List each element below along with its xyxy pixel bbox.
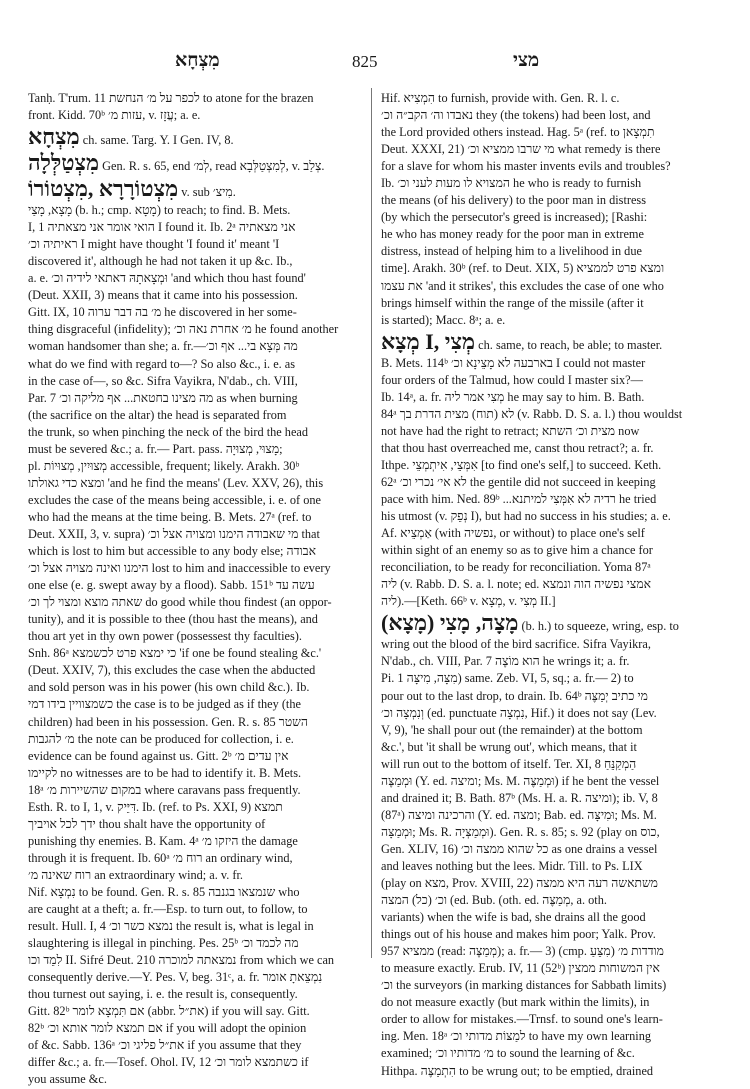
- text-line: thou art yet in thy own power (possessest thy faculties).: [28, 629, 302, 644]
- headword: מִצְטַלְּלָה: [28, 150, 100, 176]
- text-line: Tanḥ. T'rum. 11 לכפר על מ׳ הנחשת to atone for the brazen: [28, 91, 314, 105]
- text-line: within sight of an enemy so as to give him a chance for: [381, 543, 653, 558]
- text-line: through it is frequent. Ib. 60ᵃ רוח מ׳ an ordinary wind,: [28, 850, 293, 865]
- text-line: what do we find with regard to—? So also &c., i. e. as: [28, 356, 296, 371]
- text-line: מָצָא, מָצַי (b. h.; cmp. מָטָא) to reach; to find. B. Mets.: [28, 203, 291, 218]
- text-line: הימנו ואינה מצויה אצל וכ׳ lost to him and inaccessible to every: [28, 561, 331, 576]
- nif-section: [28, 884, 358, 1089]
- text-line: (Deut. XXIV, 7), this excludes the case when the abducted: [28, 663, 316, 678]
- entry-matsah: [381, 636, 713, 670]
- text-line: Par. 7 מה מצינו בחטאת... אף מליקה וכ׳ as when burning: [28, 390, 298, 405]
- text-line: Snh. 86ᵃ כי ימצא פרט לכשמצא 'if one be found stealing &c.': [28, 646, 322, 661]
- entry-text: (b. h.) to squeeze, wring, esp. to: [518, 619, 679, 634]
- text-line: do not measure exactly (but mark within the limits), in: [381, 995, 650, 1010]
- text-line: לִמֵד וכו II. Sifré Deut. 210 נמצאתה למוכרה from which we can: [28, 953, 335, 968]
- text-line: pour out to the last drop, to drain. Ib. 64ᵇ מי כתיב יְמַצֶּה: [381, 688, 648, 703]
- text-line: 82ᵇ אם תמצא לומר אותא וכ׳ if you will adopt the opinion: [28, 1021, 307, 1036]
- text-line: מ׳ להגבות the note can be produced for collection, i. e.: [28, 731, 294, 746]
- page-header: [0, 48, 750, 74]
- text-line: for a slave for whom his master invents evils and troubles?: [381, 159, 671, 174]
- running-head-right: מצי: [513, 50, 540, 71]
- text-line: Nif. נִמְצָא to be found. Gen. R. s. 85 שנמצאו בגנבה who: [28, 884, 300, 899]
- text-line: he who has money ready for the poor man in extreme: [381, 227, 644, 242]
- text-line: variants) when the wife is bad, she drains all the good: [381, 910, 646, 925]
- text-line: discovered it', although he had not taken it up &c. Ib.,: [28, 254, 293, 269]
- text-line: וּמְמַצֶּה (Y. ed. ומיצה; Ms. M. וּמְמַצֶּה) if he bent the vessel: [381, 773, 660, 788]
- text-line: slaughtering is illegal in pinching. Pes. 25ᵇ מה לכמד וכ׳: [28, 936, 299, 951]
- text-line: thou turnest out saying, i. e. the result is, consequently.: [28, 987, 298, 1002]
- text-line: reconciliation, to be ready for reconciliation. Yoma 87ᵃ: [381, 560, 651, 575]
- text-line: לקיימו no witnesses are to be had to identify it. B. Mets.: [28, 765, 302, 780]
- text-line: to measure exactly. Erub. IV, 11 (52ᵇ) אין המשוחות ממצין: [381, 961, 660, 976]
- text-line: Af. אַמְצֵיא (with נפשיה, or without) to place one's self: [381, 526, 645, 541]
- text-line: Deut. XXXI, 21) מי שרבו ממציא וכ׳ what remedy is there: [381, 142, 661, 157]
- text-line: the Lord provided others instead. Hag. 5ᵃ (ref. to תִמְצָאן: [381, 125, 655, 140]
- text-line: four orders of the Talmud, how could I master six?—: [381, 372, 643, 387]
- text-line: 62ᵃ לא אי׳ נכרי וכ׳ the gentile did not succeed in keeping: [381, 474, 656, 489]
- text-line: Ib. המצויא לו מעות לעני וכ׳ he who is ready to furnish: [381, 176, 642, 191]
- text-line: Ib. 14ᵃ, a. fr. מְצִי אמר ליה he may say to him. B. Bath.: [381, 389, 645, 404]
- text-line: thing disgraceful (infidelity); מ׳ אחרת נאה וכ׳ he found another: [28, 322, 339, 337]
- text-line: נאבדו וה׳ הקב״ה וכ׳ they (the tokens) had been lost, and: [381, 108, 651, 123]
- text-line: ידך לכל אויביך thou shalt have the opportunity of: [28, 816, 266, 831]
- text-line: Hif. הִמְצִיא to furnish, provide with. Gen. R. l. c.: [381, 91, 620, 105]
- text-line: וכ׳ (כל) המצה (ed. Bub. (oth. ed. מְמַצֶּה, a. oth.: [381, 893, 607, 908]
- text-line: ראיתיה וכ׳ I might have thought 'I found it' meant 'I: [28, 237, 280, 252]
- running-head-left: מִצְחָא: [175, 50, 220, 71]
- ithpe-section: [381, 457, 713, 525]
- entry-matsa-ch-head: [381, 329, 713, 355]
- text-line: are caught at a theft; a. fr.—Esp. to turn out, to follow, to: [28, 902, 308, 917]
- text-line: 84ᵃ לא (תוח) מצית הדרת בך (v. Rabb. D. S. a. l.) thou wouldst: [381, 406, 683, 421]
- entry-text: Gen. R. s. 65, end לְמ׳, read לְמִצְטַלְּבָא, v. צְלַב.: [99, 159, 325, 174]
- text-line: is started); Macc. 8ᵃ; a. e.: [381, 312, 506, 327]
- text-line: V, 9), 'he shall pour out (the remainder) at the bottom: [381, 722, 643, 737]
- text-line: you assume &c.: [28, 1072, 107, 1087]
- text-line: 957 ממציא (read: מְמַצֶּה); a. fr.— 3) (cmp. מִצֵּעַ) מודדות מ׳: [381, 944, 664, 959]
- text-line: I, 1 הואי אומר אני מצאתיה I found it. Ib. 2ᵃ אני מצאתיה: [28, 220, 296, 235]
- hif-section: [381, 90, 713, 329]
- text-line: and leaves nothing but the lees. Midr. Till. to Ps. LIX: [381, 858, 643, 873]
- text-line: woman handsomer than she; a. fr.—מה מְּצָא בי... אף וכ׳: [28, 339, 298, 354]
- text-line: in the case of—, so &c. Sifra Vayikra, N'dab., ch. VIII,: [28, 373, 298, 388]
- text-line: ומצא כדי גאולתו 'and he find the means' (Lev. XXV, 26), this: [28, 475, 324, 490]
- text-line: Pi. מִצָּה, מִיצָּה 1) same. Zeb. VI, 5, sq.; a. fr.— 2) to: [381, 671, 634, 686]
- text-line: and sold person was in his power (his own child &c.). Ib.: [28, 680, 310, 695]
- text-line: שאתה מוצא ומצוי לך וכ׳ do good while thou findest (an oppor-: [28, 595, 332, 610]
- left-column: [28, 90, 358, 1089]
- text-line: (by which the persecutor's greed is increased); [Rashi:: [381, 210, 648, 225]
- entry-text: ch. same. Targ. Y. I Gen. IV, 8.: [79, 133, 234, 148]
- text-line: consequently derive.—Y. Pes. V, beg. 31ᶜ, a. fr. נִמְצֵאתָ אומר: [28, 970, 323, 985]
- text-line: punishing thy enemies. B. Kam. 4ᵃ היזקו מ׳ the damage: [28, 833, 298, 848]
- text-line: 18ᵃ במקום שהשיירות מ׳ where caravans pass frequently.: [28, 782, 301, 797]
- entry-mitscha: [28, 124, 358, 150]
- af-section: [381, 525, 713, 610]
- text-line: רוח שאינה מ׳ an extraordinary wind; a. v. fr.: [28, 867, 243, 882]
- text-line: distress, instead of helping him to a livelihood in due: [381, 244, 642, 259]
- text-line: (the sacrifice on the altar) the head is separated from: [28, 407, 287, 422]
- entry-mitstoro: [28, 176, 358, 202]
- text-line: ליה).—[Keth. 66ᵇ v. מְצָא, v. מְצִי II.]: [381, 594, 556, 609]
- page-number: 825: [352, 52, 378, 71]
- column-divider: [371, 88, 372, 958]
- text-line: that thou hast overreached me, canst thou retract?; a. fr.: [381, 440, 654, 455]
- text-line: will run out to the bottom of itself. Ter. XI, 8 הַמְקַנֵּחַ: [381, 756, 637, 771]
- text-line: (87ᵃ) והרכינה ומיצה (Y. ed. ומצה; Bab. ed. וּמִיצָּה; Ms. M.: [381, 807, 657, 822]
- text-line: tunity), and it is possible to thee (thou hast the means), and: [28, 612, 318, 627]
- text-line: wring out the blood of the bird sacrifice. Sifra Vayikra,: [381, 637, 651, 652]
- text-line: result. Hull. I, 4 נמצא כשר וכ׳ the result is, what is legal in: [28, 919, 314, 934]
- text-line: brings himself within the range of the missile (after it: [381, 295, 644, 310]
- text-line: וכ׳ the surveyors (in marking distances for Sabbath limits): [381, 978, 667, 993]
- text-line: must be severed &c.; a. fr.— Part. pass. מָצוּי, מְצוּיָה;: [28, 441, 283, 456]
- text-line: B. Mets. 114ᵇ בארבעה לא מָצֵינָא וכ׳ I could not master: [381, 355, 646, 370]
- text-line: וְנִמְצָה וכ׳ (ed. punctuate נִמְצָה, Hif.) it does not say (Lev.: [381, 705, 657, 720]
- text-line: Gitt. IX, 10 מ׳ בה דבר ערוה he discovered in her some-: [28, 305, 297, 320]
- entry-matsa: [28, 202, 358, 884]
- text-line: (play on מצא, Prov. XVIII, 22) משתאשה רעה היא ממצה: [381, 876, 658, 891]
- text-line: not have had the right to retract; מצית וכ׳ השתא now: [381, 423, 640, 438]
- text-line: ליה (v. Rabb. D. S. a. l. note; ed. אמצי נפשיה הוה ונמצא: [381, 577, 652, 592]
- text-line: ing. Men. 18ᵃ למַצּוֹת מדותי וכ׳ to have my own learning: [381, 1029, 651, 1044]
- right-column: [381, 90, 713, 1080]
- text-line: examined; מ׳ מדותיו וכ׳ to sound the learning of &c.: [381, 1046, 635, 1061]
- text-line: כשמצוויין בידו דמי the case is to be judged as if they (the: [28, 697, 301, 712]
- pi-section: [381, 670, 713, 1079]
- text-line: (Deut. XXII, 3) means that it came into his possession.: [28, 288, 298, 303]
- text-line: the means (of his delivery) to the poor man in distress: [381, 193, 647, 208]
- text-line: order to allow for mistakes.—Trnsf. to sound one's learn-: [381, 1012, 663, 1027]
- text-line: Gen. XLIV, 16) כל שהוא ממצה וכ׳ as one drains a vessel: [381, 841, 658, 856]
- text-line: a. e. וּמְצָאתָהּ דאתאי לידיה וכ׳ 'and which thou hast found': [28, 271, 306, 286]
- text-line: differ &c.; a. fr.—Tosef. Ohol. IV, 12 כשתמצא לומר וכ׳ if: [28, 1055, 309, 1070]
- text-line: excludes the case of the means being accessible, i. e. of one: [28, 492, 321, 507]
- text-line: of &c. Sabb. 136ᵃ את״ל פליגי וכ׳ if you assume that they: [28, 1038, 302, 1053]
- entry-text: v. sub מִיצ׳.: [178, 185, 236, 200]
- text-line: Deut. XXII, 3, v. supra) מי שאבודה הימנו ומצויה אצל וכ׳ that: [28, 526, 320, 541]
- text-line: pl. מְצוּיִין, מְצוּיוֹת accessible, frequent; likely. Arakh. 30ᵇ: [28, 458, 300, 473]
- entry-matsa-ch: [381, 355, 713, 457]
- entry-mitstalla: [28, 150, 358, 176]
- entry-matsah-head: [381, 610, 713, 636]
- text-line: front. Kidd. 70ᵇ עזות מ׳, v. עֲזָז; a. e.: [28, 108, 201, 123]
- text-line: Gitt. 82ᵇ אם תִּמְצָא לומר (abbr. את״ל) if you will say. Gitt.: [28, 1004, 310, 1019]
- text-line: children) had been in his possession. Gen. R. s. 85 השטר: [28, 714, 308, 729]
- headword: מִצְחָא: [28, 124, 80, 150]
- text-line: who had the means at the time being. B. Mets. 27ᵃ (ref. to: [28, 509, 312, 524]
- text-line: which is lost to him but accessible to any body else; אבודה: [28, 544, 316, 559]
- text-line: N'dab., ch. VIII, Par. 7 הוא מוֹצֶה he wrings it; a. fr.: [381, 654, 630, 669]
- text-line: Esth. R. to I, 1, v. דִּיֵּיק. Ib. (ref. to Ps. XXI, 9) תמצא: [28, 799, 283, 814]
- text-line: things out of his house and makes him poor; Yalk. Prov.: [381, 927, 656, 942]
- text-line: Ithpe. אִמְּצֵי, אִיתְמְצֵי [to find one's self,] to succeed. Keth.: [381, 457, 662, 472]
- text-line: וּמְמַצָּה; Ms. R. וּמְמַצְּיָה). Gen. R. s. 85; s. 92 (play on כוס,: [381, 824, 660, 839]
- text-line: evidence can be found against us. Gitt. 2ᵇ אין עדים מ׳: [28, 748, 289, 763]
- text-line: his utmost (v. נְפֵק I), but had no success in his studies; a. e.: [381, 509, 671, 524]
- text-line: &c.', but 'it shall be wrung out', which means, that it: [381, 739, 637, 754]
- text-line: Hithpa. הִתְמַצֶּה to be wrung out; to be emptied, drained: [381, 1063, 654, 1078]
- text-line: time]. Arakh. 30ᵇ (ref. to Deut. XIX, 5) ומצא פרט לממציא: [381, 261, 665, 276]
- entry-text: ch. same, to reach, be able; to master.: [475, 337, 663, 352]
- text-line: the trunk, so when pinching the neck of the bird the head: [28, 424, 309, 439]
- headword: מְצָא I, מְצִי: [381, 328, 476, 354]
- text-line: pace with him. Ned. 89ᵇ ...רדיה לא אִמְּצִי למיתנא he tried: [381, 492, 657, 507]
- text-line: and drained it; B. Bath. 87ᵇ (Ms. H. a. R. ומיצה); ib. V, 8: [381, 790, 658, 805]
- text-line: את עצמו 'and it strikes', this excludes the case of one who: [381, 278, 664, 293]
- headword: מִצְטוֹרָרָא ,מִצְטוֹרוֹ: [28, 176, 179, 202]
- headword: (מָצָא) מָצָה, מָצִי: [381, 610, 519, 636]
- continuation-text: [28, 90, 358, 124]
- text-line: one else (e. g. swept away by a flood). Sabb. 151ᵇ עשה עד: [28, 578, 315, 593]
